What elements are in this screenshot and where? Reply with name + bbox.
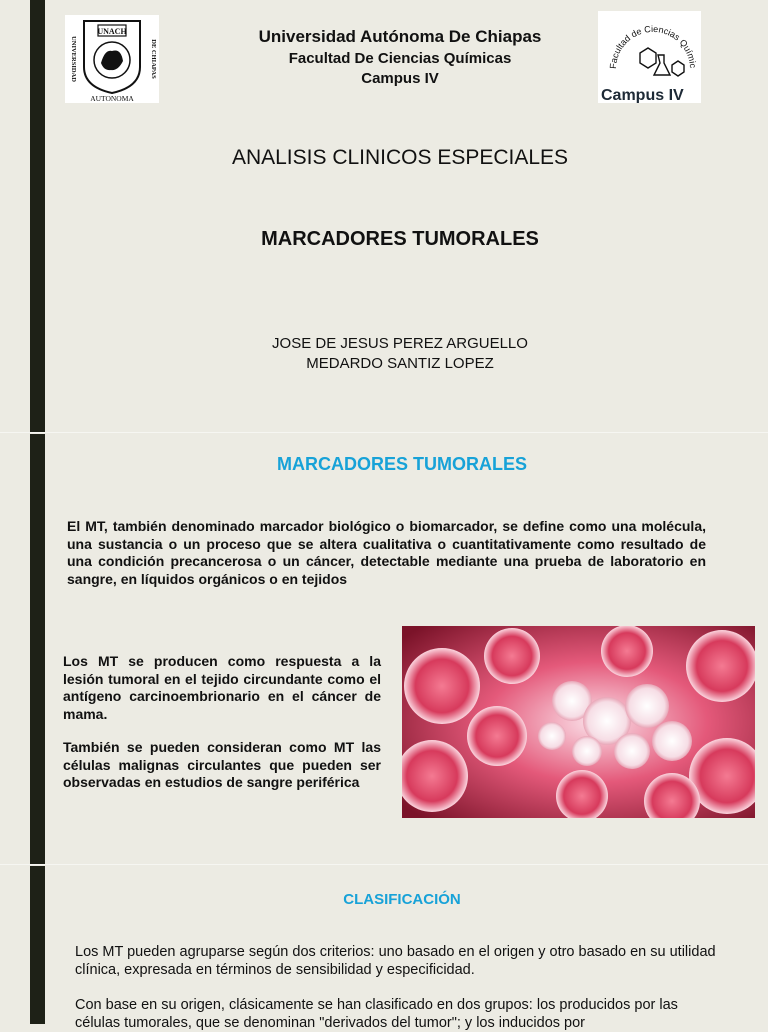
slide-heading: CLASIFICACIÓN [343, 891, 461, 908]
classification-paragraph: Los MT pueden agruparse según dos criterios: uno basado en el origen y otro basado en su utilidad clínica, expresada en términos de sensibilidad y especificidad. [75, 944, 716, 978]
logo-left-text: UNIVERSIDAD [70, 36, 77, 82]
author-name: MEDARDO SANTIZ LOPEZ [306, 355, 494, 372]
logo-caption: Campus IV [601, 87, 684, 103]
logo-right-text: DE CHIAPAS [150, 39, 157, 79]
course-title: ANALISIS CLINICOS ESPECIALES [231, 146, 569, 169]
definition-paragraph: El MT, también denominado marcador biológico o biomarcador, se define como una molécula, una sustancia o un proceso que se altera cualitativa o cuantitativamente como resultado de una condición precancerosa o un cáncer, detectable mediante una prueba de laboratorio en sangre, en líquidos orgánicos o en tejidos [67, 518, 706, 587]
slide-divider [0, 864, 768, 865]
logo-top-text: UNACH [97, 27, 127, 36]
university-name: Universidad Autónoma De Chiapas [258, 27, 542, 46]
logo-bottom-text: AUTONOMA [90, 94, 134, 103]
slide-side-bar [30, 866, 45, 1024]
origin-paragraph: Los MT se producen como respuesta a la lesión tumoral en el tejido circundante como el antígeno carcinoembrionario en el cáncer de mama. [63, 653, 381, 722]
origin-classification-paragraph: Con base en su origen, clásicamente se han clasificado en dos grupos: los producidos por las células tumorales, que se denominan "derivados del tumor"; y los inducidos por [75, 997, 678, 1031]
author-name: JOSE DE JESUS PEREZ ARGUELLO [272, 335, 528, 352]
blood-cells-image [402, 626, 755, 818]
circulating-cells-paragraph: También se pueden consideran como MT las células malignas circulantes que pueden ser observadas en estudios de sangre periférica [63, 739, 381, 790]
topic-title: MARCADORES TUMORALES [261, 228, 539, 250]
slide-heading: MARCADORES TUMORALES [277, 454, 527, 474]
faculty-name: Facultad De Ciencias Químicas [288, 50, 512, 67]
slide-side-bar [30, 434, 45, 864]
logo-arc-text: Facultad de Ciencias Químic [607, 23, 699, 70]
slide-divider [0, 432, 768, 433]
campus-name: Campus IV [361, 70, 439, 87]
faculty-logo [598, 11, 701, 103]
